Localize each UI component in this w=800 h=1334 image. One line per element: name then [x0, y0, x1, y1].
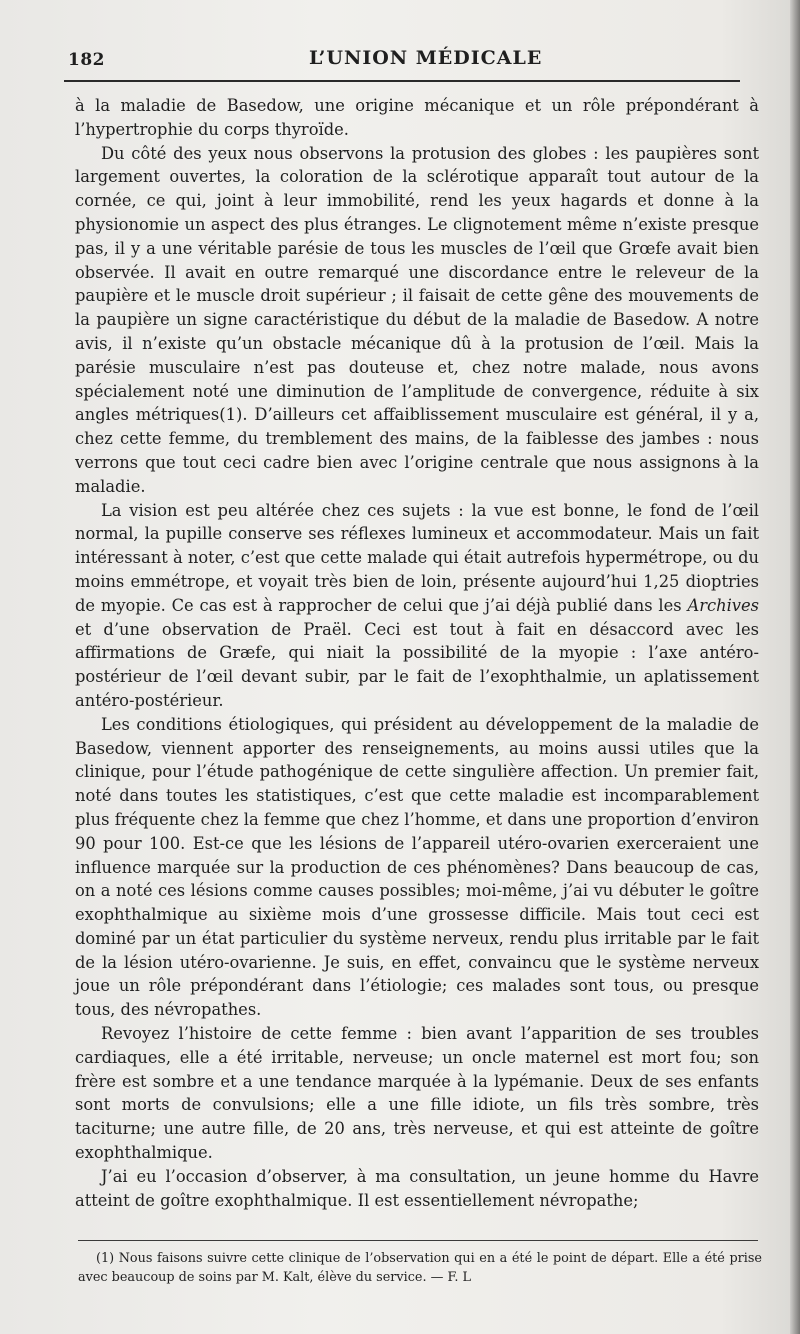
running-header: [64, 44, 764, 74]
archives-italic: Archives: [687, 595, 759, 615]
paragraph-5: Revoyez l’histoire de cette femme : bien avant l’apparition de ses troubles cardiaques, elle a été irritable, nerveuse; un oncle maternel est mort fou; son frère est sombre et a une tendance marquée à la lypémanie. Deux de ses enfants sont morts de convulsions; elle a une fille idiote, un fils très sombre, très taciturne; une autre fille, de 20 ans, très nerveuse, et qui est atteinte de goître exophthalmique.: [75, 1024, 759, 1163]
paragraph-1: à la maladie de Basedow, une origine mécanique et un rôle prépondérant à l’hypertrophie du corps thyroïde.: [75, 96, 759, 139]
header-rule: [64, 80, 740, 82]
paragraph-3: [75, 499, 759, 713]
paragraph-3-part-2: et d’une observation de Praël. Ceci est tout à fait en désaccord avec les affirmations de Græfe, qui niait la possibilité de la myopie : l’axe antéro-postérieur de l’œil devant subir, par le fait de l’exophthalmie, un aplatissement antéro-postérieur.: [75, 619, 759, 710]
footnote-rule: [78, 1240, 758, 1241]
paragraph-4: Les conditions étiologiques, qui président au développement de la maladie de Basedow, viennent apporter des renseignements, au moins aussi utiles que la clinique, pour l’étude pathogénique de cette singulière affection. Un premier fait, noté dans toutes les statistiques, c’est que cette maladie est incomparablement plus fréquente chez la femme que chez l’homme, et dans une proportion d’environ 90 pour 100. Est-ce que les lésions de l’appareil utéro-ovarien exerceraient une influence marquée sur la production de ces phénomènes? Dans beaucoup de cas, on a noté ces lésions comme causes possibles; moi-même, j’ai vu débuter le goître exophthalmique au sixième mois d’une grossesse difficile. Mais tout ceci est dominé par un état particulier du système nerveux, rendu plus irritable par le fait de la lésion utéro-ovarienne. Je suis, en effet, convaincu que le système nerveux joue un rôle prépondérant dans l’étiologie; ces malades sont tous, ou presque tous, des névropathes.: [75, 714, 759, 1020]
page-number: 182: [68, 50, 105, 70]
paragraph-2: Du côté des yeux nous observons la protusion des globes : les paupières sont largement ouvertes, la coloration de la sclérotique apparaît tout autour de la cornée, ce qui, joint à leur immobilité, rend les yeux hagards et donne à la physionomie un aspect des plus étranges. Le clignotement même n’existe presque pas, il y a une véritable parésie de tous les muscles de l’œil que Grœfe avait bien observée. Il avait en outre remarqué une discordance entre le releveur de la paupière et le muscle droit supérieur ; il faisait de cette gêne des mouvements de la paupière un signe caractéristique du début de la maladie de Basedow. A notre avis, il n’existe qu’un obstacle mécanique dû à la protusion de l’œil. Mais la parésie musculaire n’est pas douteuse et, chez notre malade, nous avons spécialement noté une diminution de l’amplitude de convergence, réduite à six angles métriques(1). D’ailleurs cet affaiblissement musculaire est général, il y a, chez cette femme, du tremblement des mains, de la faiblesse des jambes : nous verrons que tout ceci cadre bien avec l’origine centrale que nous assignons à la maladie.: [75, 143, 759, 496]
journal-title: L’UNION MÉDICALE: [309, 47, 543, 69]
footnote-text: (1) Nous faisons suivre cette clinique de l’observation qui en a été le point de départ. Elle a été prise avec beaucoup de soins par M. Kalt, élève du service. — F. L: [78, 1251, 762, 1285]
page-edge-shadow: [790, 0, 800, 1334]
paragraph-3-part-1: La vision est peu altérée chez ces sujets : la vue est bonne, le fond de l’œil normal, la pupille conserve ses réflexes lumineux et accommodateur. Mais un fait intéressant à noter, c’est que cette malade qui était autrefois hypermétrope, ou du moins emmétrope, et voyait très bien de loin, présente aujourd’hui 1,25 dioptries de myopie. Ce cas est à rapprocher de celui que j’ai déjà publié dans les: [75, 500, 759, 615]
footnote: [78, 1249, 762, 1287]
body-text: [75, 94, 759, 1212]
paragraph-6: J’ai eu l’occasion d’observer, à ma consultation, un jeune homme du Havre atteint de goître exophthalmique. Il est essentiellement névropathe;: [75, 1166, 759, 1210]
